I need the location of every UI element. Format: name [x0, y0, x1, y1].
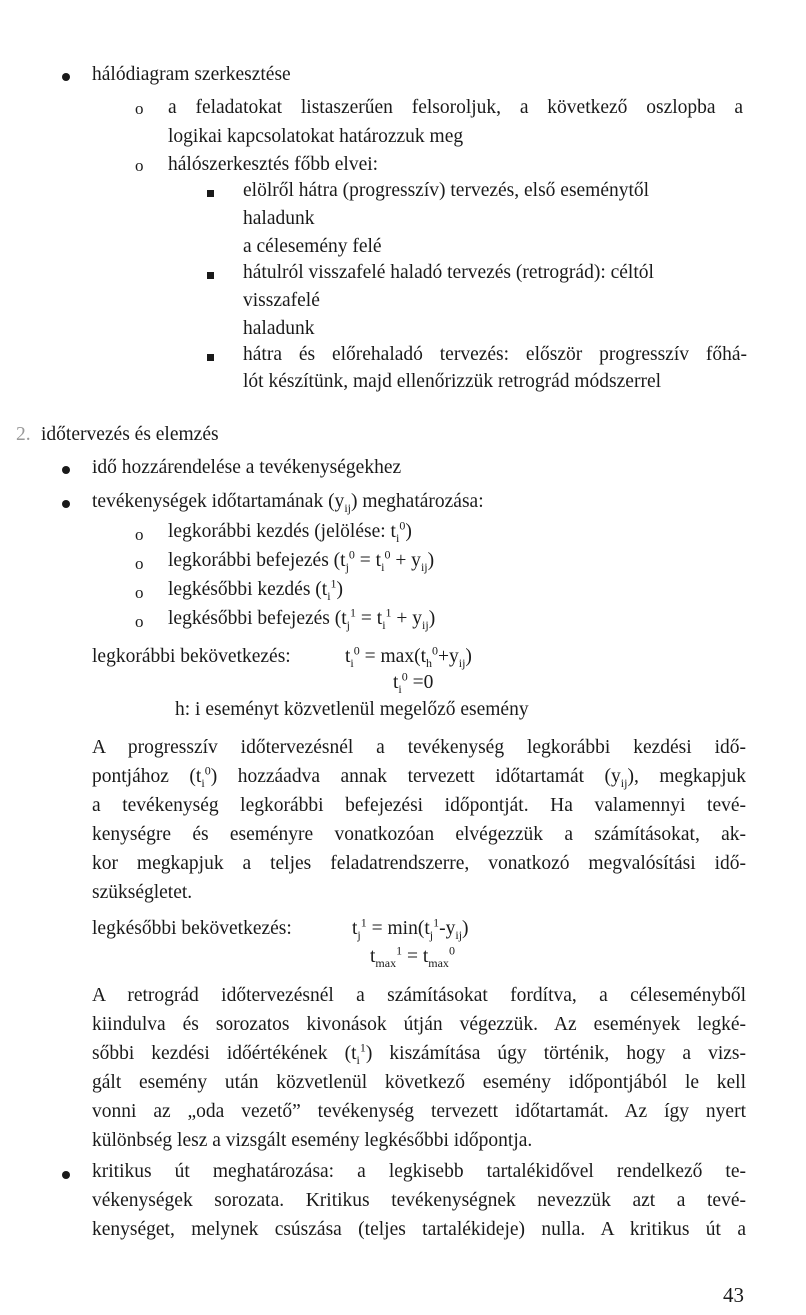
- circle-bullet: o: [135, 554, 144, 573]
- paragraph-line: sőbbi kezdési időértékének $(t_i^1)$ kiszámítása úgy történik, hogy a vizs-: [92, 1040, 746, 1067]
- paragraph-line: kor megkapjuk a teljes feladatrendszerre, vonatkozó megvalósítási idő-: [92, 853, 746, 874]
- circle-bullet: o: [135, 612, 144, 631]
- list-item-text: legkorábbi kezdés (jelölése: $t_i^0$): [168, 518, 412, 545]
- list-item-text: lót készítünk, majd ellenőrizzük retrográd módszerrel: [243, 371, 662, 392]
- list-item-text: elölről hátra (progresszív) tervezés, első eseménytől: [243, 180, 650, 201]
- square-bullet: [207, 354, 214, 361]
- list-item-text: tevékenységek időtartamának $(y_{ij})$ meghatározása:: [92, 491, 484, 515]
- bullet-dot: [62, 73, 70, 81]
- paragraph-line: vonni az „oda vezető” tevékenység tervezett időtartamát. Az így nyert: [92, 1101, 746, 1122]
- paragraph-line: A retrográd időtervezésnél a számításokat fordítva, a céleseményből: [92, 985, 746, 1006]
- circle-bullet: o: [135, 525, 144, 544]
- bullet-dot: [62, 1171, 70, 1179]
- paragraph-line: szükségletet.: [92, 882, 193, 903]
- paragraph-line: a tevékenység legkorábbi befejezési időpontját. Ha valamennyi tevé-: [92, 795, 746, 816]
- square-bullet: [207, 272, 214, 279]
- formula-label: legkésőbbi bekövetkezés:: [92, 918, 292, 939]
- paragraph-line: különbség lesz a vizsgált esemény legkésőbbi időpontja.: [92, 1130, 533, 1151]
- paragraph-line: pontjához $(t_i^0)$ hozzáadva annak tervezett időtartamát $(y_{ij})$, megkapjuk: [92, 763, 747, 790]
- list-item-text: legkésőbbi kezdés $(t_i^1)$: [168, 576, 344, 603]
- list-item-text: hátra és előrehaladó tervezés: először progresszív főhá-: [243, 344, 747, 365]
- formula: $t_j^1 = \min(t_j^1-y_{ij})$: [352, 915, 469, 942]
- paragraph-line: kenységre és eseményre vonatkozóan elvégezzük a számításokat, ak-: [92, 824, 746, 845]
- list-item-text: a feladatokat listaszerűen felsoroljuk, a következő oszlopba a: [168, 97, 743, 118]
- list-item-text: hálószerkesztés főbb elvei:: [168, 154, 379, 175]
- circle-bullet: o: [135, 583, 144, 602]
- list-item-text: legkésőbbi befejezés $(t_j^1 = t_i^1 + y_{ij})$: [168, 605, 436, 632]
- bullet-dot: [62, 466, 70, 474]
- list-item-text: hátulról visszafelé haladó tervezés (retrográd): céltól: [243, 262, 654, 283]
- list-item-network-diagram: hálódiagram szerkesztése: [92, 64, 291, 85]
- list-item-text: logikai kapcsolatokat határozzuk meg: [168, 126, 464, 147]
- paragraph-line: kritikus út meghatározása: a legkisebb tartalékidővel rendelkező te-: [92, 1161, 746, 1182]
- formula-note: h: i eseményt közvetlenül megelőző esemény: [175, 699, 529, 720]
- section-number: 2.: [16, 424, 31, 445]
- paragraph-line: gált esemény után közvetlenül következő esemény időpontjából le kell: [92, 1072, 746, 1093]
- formula: $t_i^0 = \max(t_h^0+y_{ij})$: [345, 643, 472, 670]
- formula: $t_{max}^1 = t_{max}^0$: [370, 943, 455, 970]
- section-title: időtervezés és elemzés: [41, 424, 219, 445]
- bullet-dot: [62, 500, 70, 508]
- list-item-text: idő hozzárendelése a tevékenységekhez: [92, 457, 402, 478]
- page-number: 43: [723, 1283, 744, 1307]
- paragraph-line: A progresszív időtervezésnél a tevékenység legkorábbi kezdési idő-: [92, 737, 746, 758]
- list-item-text: legkorábbi befejezés $(t_j^0 = t_i^0 + y_{ij})$: [168, 547, 435, 574]
- list-item-text: visszafelé: [243, 290, 320, 311]
- paragraph-line: kiindulva és sorozatos kivonások útján végezzük. Az események legké-: [92, 1014, 746, 1035]
- list-item-text: a célesemény felé: [243, 236, 382, 257]
- formula-label: legkorábbi bekövetkezés:: [92, 646, 291, 667]
- formula: $t_i^0 =0$: [393, 669, 434, 696]
- square-bullet: [207, 190, 214, 197]
- list-item-text: haladunk: [243, 318, 315, 339]
- list-item-text: haladunk: [243, 208, 315, 229]
- circle-bullet: o: [135, 99, 144, 118]
- circle-bullet: o: [135, 156, 144, 175]
- paragraph-line: kenységet, melynek csúszása (teljes tartalékideje) nulla. A kritikus út a: [92, 1219, 746, 1240]
- paragraph-line: vékenységek sorozata. Kritikus tevékenységnek nevezzük azt a tevé-: [92, 1190, 746, 1211]
